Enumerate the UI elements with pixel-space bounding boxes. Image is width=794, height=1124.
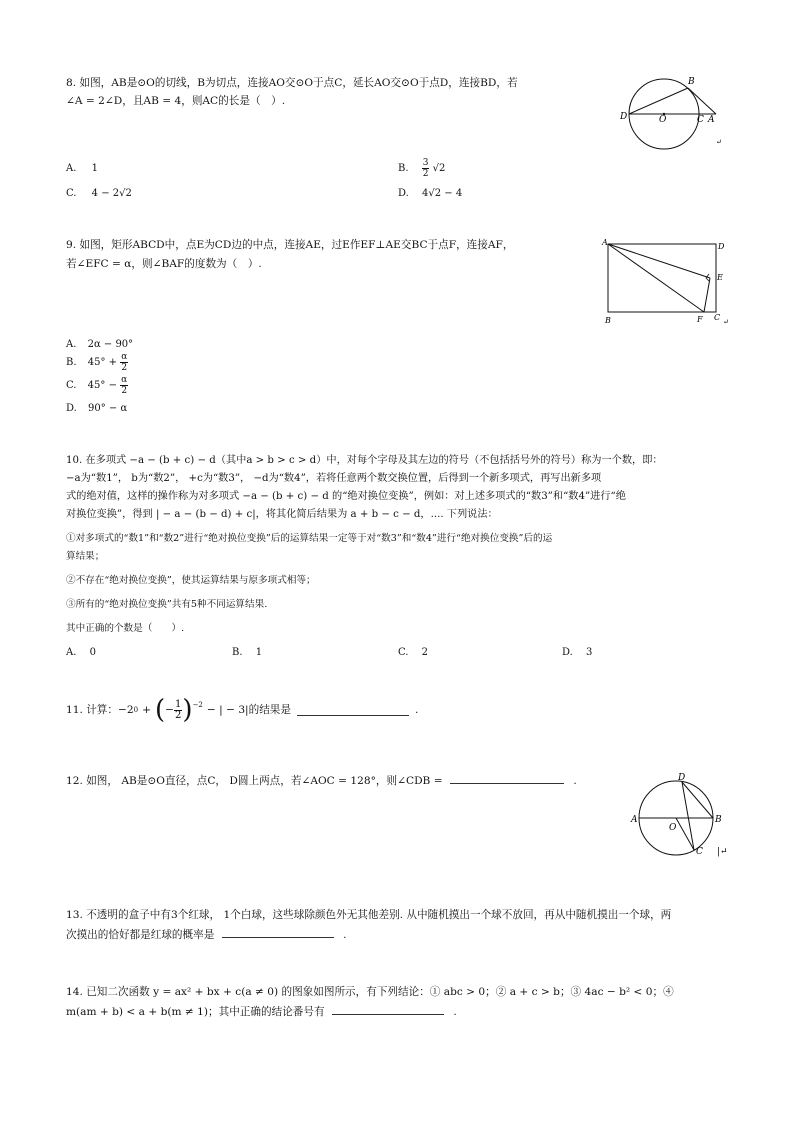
q11-prefix: 11. 计算：−2 xyxy=(66,703,134,716)
q10-option-a-value: 0 xyxy=(89,647,96,658)
q14-period: . xyxy=(453,1006,457,1018)
q10-option-d-value: 3 xyxy=(586,647,593,658)
q8-option-c-value: 4 − 2√2 xyxy=(91,188,132,199)
q10-option-d xyxy=(562,647,592,658)
q8-option-b xyxy=(398,158,445,179)
q10-option-a xyxy=(66,647,96,658)
q9-option-c-label: C. xyxy=(66,380,77,391)
q8-label-D: D xyxy=(620,112,628,122)
q9-label-B: B xyxy=(605,316,611,325)
q9-label-A: A xyxy=(602,238,608,247)
q11-minus: − xyxy=(165,703,175,716)
q11-fraction xyxy=(174,700,182,721)
q13-stem-line1: 13. 不透明的盒子中有3个红球， 1个白球，这些球除颜色外无其他差别. 从中随机摸出一个球不放回，再从中随机摸出一个球，两 xyxy=(66,909,672,921)
q9-figure xyxy=(596,236,736,326)
q9-option-c-numerator: α xyxy=(121,375,128,385)
q11-period: . xyxy=(415,703,419,716)
q9-option-d-label: D. xyxy=(66,403,77,414)
q9-return-mark: ↵ xyxy=(723,318,729,326)
q11-numerator: 1 xyxy=(175,698,182,710)
q9-label-F: F xyxy=(697,315,703,324)
q14-stem-line2-wrap xyxy=(66,1003,457,1021)
q10-question-line: 其中正确的个数是（ ）. xyxy=(66,623,185,634)
q9-option-c-prefix: 45° − xyxy=(87,380,117,391)
q8-option-a xyxy=(66,163,98,174)
q10-option-b xyxy=(232,647,262,658)
q10-stem-line2: −a为“数1”， b为“数2”， +c为“数3”， −d为“数4”，若将任意两个数交换位置，后得到一个新多项式，再写出新多项 xyxy=(66,473,602,484)
q13-period: . xyxy=(343,929,347,941)
q12-label-O: O xyxy=(669,823,677,833)
q9-option-a-value: 2α − 90° xyxy=(87,339,134,350)
q12-label-C: C xyxy=(696,847,703,857)
q12-label-A: A xyxy=(631,815,638,825)
q11-denominator: 2 xyxy=(175,709,182,721)
q11-answer-blank[interactable] xyxy=(297,704,409,716)
q10-stem-line1: 10. 在多项式 −a − (b + c) − d（其中a > b > c > d）中，对每个字母及其左边的符号（不包括括号外的符号）称为一个数，即： xyxy=(66,455,663,466)
q9-option-d-value: 90° − α xyxy=(88,403,128,414)
q12-period: . xyxy=(573,775,577,787)
q11-exponent: −2 xyxy=(192,701,203,709)
q9-label-E: E xyxy=(717,273,723,282)
q10-stem-line4: 对换位变换”，得到 | − a − (b − d) + c|，将其化简后结果为 a + b − c − d，.... 下列说法： xyxy=(66,509,498,520)
q12-answer-blank[interactable] xyxy=(450,772,564,784)
q14-stem-line1: 14. 已知二次函数 y = ax² + bx + c(a ≠ 0) 的图象如图所示，有下列结论：① abc > 0；② a + c > b；③ 4ac − b² < 0；④ xyxy=(66,986,674,998)
q9-option-c xyxy=(66,375,128,396)
q11-paren-left: ( xyxy=(154,695,166,725)
q8-option-b-denominator: 2 xyxy=(422,169,429,179)
q9-stem-line2: 若∠EFC = α，则∠BAF的度数为（ ）. xyxy=(66,258,262,270)
q13-stem-line2-wrap xyxy=(66,926,346,944)
q9-option-b-label: B. xyxy=(66,357,77,368)
q9-option-b-denominator: 2 xyxy=(121,363,128,373)
q8-tangent-AB xyxy=(688,88,716,114)
q8-option-b-fraction xyxy=(422,158,430,179)
q11-tail: − | − 3|的结果是 xyxy=(206,703,291,716)
q10-statement-3: ③所有的“绝对换位变换”共有5种不同运算结果. xyxy=(66,599,268,610)
q8-option-a-value: 1 xyxy=(91,163,98,174)
q9-line-EF xyxy=(704,278,710,312)
q10-option-c xyxy=(398,647,428,658)
q9-option-c-denominator: 2 xyxy=(121,386,128,396)
q14-answer-blank[interactable] xyxy=(332,1003,444,1015)
q8-label-A: A xyxy=(708,115,715,125)
q10-statement-1b: 算结果； xyxy=(66,551,105,562)
q10-statement-1a: ①对多项式的“数1”和“数2”进行“绝对换位变换”后的运算结果一定等于对“数3”和“数4”进行“绝对换位变换”后的运 xyxy=(66,533,553,544)
q9-option-d xyxy=(66,403,127,414)
q8-return-mark: ↵ xyxy=(716,138,722,146)
q8-option-c xyxy=(66,188,132,199)
q12-label-B: B xyxy=(715,815,722,825)
q8-option-b-label: B. xyxy=(398,163,409,174)
q11-paren-right: ) xyxy=(182,695,193,725)
q9-option-a-label: A. xyxy=(66,339,77,350)
q10-option-c-value: 2 xyxy=(421,647,429,658)
q12-stem xyxy=(66,772,577,790)
q14-stem-line2: m(am + b) < a + b(m ≠ 1)；其中正确的结论番号有 xyxy=(66,1006,325,1018)
q9-option-a xyxy=(66,339,133,350)
q8-option-c-label: C. xyxy=(66,188,77,199)
q8-option-d-value: 4√2 − 4 xyxy=(422,188,463,199)
q8-option-a-label: A. xyxy=(66,163,77,174)
q13-answer-blank[interactable] xyxy=(222,926,334,938)
q9-option-b-prefix: 45° + xyxy=(87,357,118,368)
q12-figure xyxy=(628,768,738,864)
q8-label-O: O xyxy=(659,115,667,125)
q10-option-a-label: A. xyxy=(66,647,77,658)
q9-option-b-numerator: α xyxy=(121,352,128,362)
q8-stem-line1: 8. 如图，AB是⊙O的切线，B为切点，连接AO交⊙O于点C，延长AO交⊙O于点D，连接BD，若 xyxy=(66,77,518,89)
q10-option-b-value: 1 xyxy=(255,647,263,658)
q10-stem-line3: 式的绝对值，这样的操作称为对多项式 −a − (b + c) − d 的“绝对换位变换”，例如：对上述多项式的“数3”和“数4”进行“绝 xyxy=(66,491,626,502)
q10-option-d-label: D. xyxy=(562,647,573,658)
q8-figure xyxy=(612,70,732,150)
q9-option-b xyxy=(66,352,128,373)
q9-rectangle xyxy=(608,244,716,312)
q12-label-D: D xyxy=(678,773,686,783)
q13-stem-line2: 次摸出的恰好都是红球的概率是 xyxy=(66,929,215,941)
q11-stem xyxy=(66,697,418,723)
q9-line-AF xyxy=(608,244,704,312)
q12-text: 12. 如图， AB是⊙O直径，点C， D圆上两点，若∠AOC = 128°，则∠CDB = xyxy=(66,775,443,787)
q10-statement-2: ②不存在“绝对换位变换”，使其运算结果与原多项式相等； xyxy=(66,575,316,586)
q8-stem-line2: ∠A = 2∠D，且AB = 4，则AC的长是（ ）. xyxy=(66,95,286,107)
q10-option-b-label: B. xyxy=(232,647,243,658)
q8-option-b-tail: √2 xyxy=(432,163,446,174)
q12-side-mark: |↵ xyxy=(717,847,728,857)
q9-label-D: D xyxy=(718,242,725,251)
q8-label-B: B xyxy=(688,77,695,87)
q11-plus: + xyxy=(142,703,151,716)
q9-stem-line1: 9. 如图，矩形ABCD中，点E为CD边的中点，连接AE，过E作EF⊥AE交BC于点F，连接AF， xyxy=(66,239,514,251)
q8-option-b-numerator: 3 xyxy=(422,158,429,168)
q9-option-b-fraction xyxy=(120,352,128,373)
q11-exponent-zero: 0 xyxy=(133,705,139,714)
q8-line-DB xyxy=(629,88,688,114)
q9-label-C: C xyxy=(714,313,721,322)
q9-line-AE xyxy=(608,244,710,278)
q9-option-c-fraction xyxy=(120,375,128,396)
q8-label-C: C xyxy=(697,115,704,125)
q8-option-d xyxy=(398,188,462,199)
q10-option-c-label: C. xyxy=(398,647,409,658)
q8-option-d-label: D. xyxy=(398,188,409,199)
